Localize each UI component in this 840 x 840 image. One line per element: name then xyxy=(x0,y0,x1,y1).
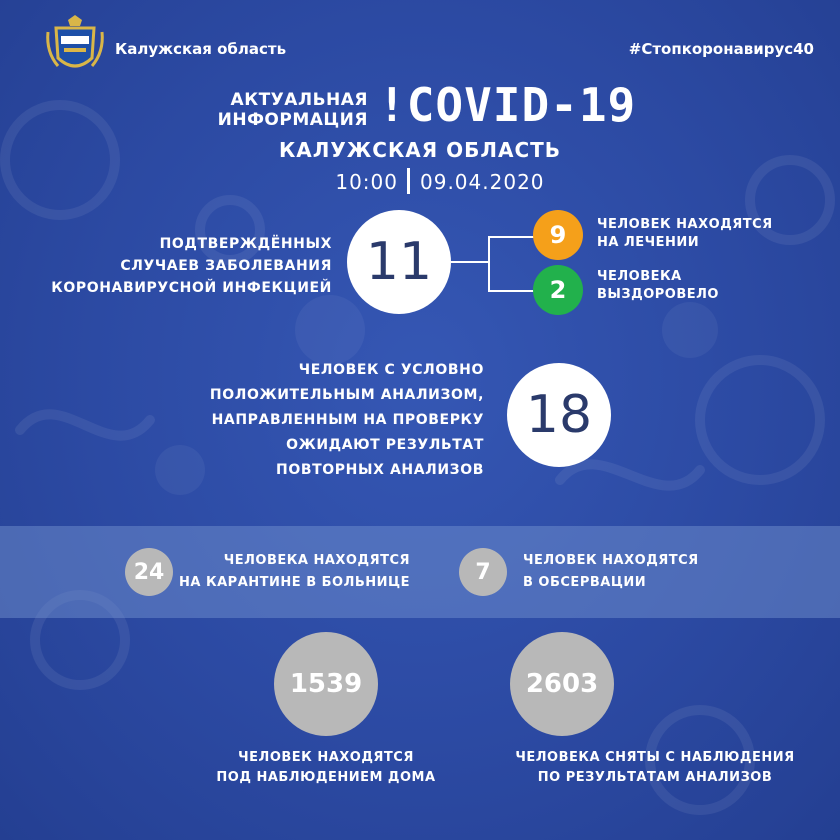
hospital-count-circle xyxy=(125,548,173,596)
confirmed-count: 11 xyxy=(365,232,433,292)
title-line1: АКТУАЛЬНАЯ xyxy=(230,90,368,110)
pending-label-line: ПОЛОЖИТЕЛЬНЫМ АНАЛИЗОМ, xyxy=(209,387,484,403)
pending-label-line: ОЖИДАЮТ РЕЗУЛЬТАТ xyxy=(286,437,484,453)
connector-line xyxy=(488,236,490,292)
home-label-line: ЧЕЛОВЕК НАХОДЯТСЯ xyxy=(238,750,414,765)
recovered-count: 2 xyxy=(549,276,567,304)
confirmed-label-line: КОРОНАВИРУСНОЙ ИНФЕКЦИЕЙ xyxy=(51,280,332,296)
released-label-line: ЧЕЛОВЕКА СНЯТЫ С НАБЛЮДЕНИЯ xyxy=(515,750,795,765)
title-line2: ИНФОРМАЦИЯ xyxy=(217,110,368,130)
title-region: КАЛУЖСКАЯ ОБЛАСТЬ xyxy=(278,138,562,162)
hospital-label xyxy=(179,550,410,594)
title-main: !COVID-19 xyxy=(378,78,637,132)
home-count: 1539 xyxy=(289,669,363,699)
report-time: 10:00 xyxy=(335,170,398,194)
treatment-label-line: НА ЛЕЧЕНИИ xyxy=(597,235,700,250)
pending-count-circle xyxy=(507,363,611,467)
pending-count: 18 xyxy=(525,385,593,445)
confirmed-label xyxy=(51,233,332,299)
treatment-count-circle xyxy=(533,210,583,260)
recovered-label-line: ЧЕЛОВЕКА xyxy=(597,269,682,284)
treatment-label xyxy=(597,216,773,252)
released-count: 2603 xyxy=(525,669,599,699)
recovered-label-line: ВЫЗДОРОВЕЛО xyxy=(597,287,719,302)
coat-of-arms-icon xyxy=(44,14,106,76)
hospital-count: 24 xyxy=(133,559,165,585)
recovered-label xyxy=(597,268,719,304)
home-count-circle xyxy=(274,632,378,736)
home-label-line: ПОД НАБЛЮДЕНИЕМ ДОМА xyxy=(216,770,436,785)
released-label-line: ПО РЕЗУЛЬТАТАМ АНАЛИЗОВ xyxy=(537,770,773,785)
pending-label-line: НАПРАВЛЕННЫМ НА ПРОВЕРКУ xyxy=(211,412,484,428)
observation-count-circle xyxy=(459,548,507,596)
observation-count: 7 xyxy=(475,559,491,585)
observation-label-line: ЧЕЛОВЕК НАХОДЯТСЯ xyxy=(523,553,699,568)
pending-label-line: ПОВТОРНЫХ АНАЛИЗОВ xyxy=(276,462,484,478)
region-name: Калужская область xyxy=(115,40,287,58)
treatment-count: 9 xyxy=(549,221,567,249)
pending-label xyxy=(210,358,484,483)
treatment-label-line: ЧЕЛОВЕК НАХОДЯТСЯ xyxy=(597,217,773,232)
confirmed-label-line: СЛУЧАЕВ ЗАБОЛЕВАНИЯ xyxy=(120,258,332,274)
connector-line xyxy=(488,290,534,292)
date-separator xyxy=(407,168,410,194)
released-label xyxy=(470,748,840,788)
hospital-label-line: ЧЕЛОВЕКА НАХОДЯТСЯ xyxy=(223,553,410,568)
hashtag: #Стопкоронавирус40 xyxy=(628,40,814,58)
report-date: 09.04.2020 xyxy=(420,170,545,194)
confirmed-label-line: ПОДТВЕРЖДЁННЫХ xyxy=(159,236,332,252)
released-count-circle xyxy=(510,632,614,736)
connector-line xyxy=(451,261,489,263)
recovered-count-circle xyxy=(533,265,583,315)
observation-label-line: В ОБСЕРВАЦИИ xyxy=(523,575,647,590)
connector-line xyxy=(488,236,534,238)
confirmed-count-circle xyxy=(347,210,451,314)
pending-label-line: ЧЕЛОВЕК С УСЛОВНО xyxy=(298,362,484,378)
hospital-label-line: НА КАРАНТИНЕ В БОЛЬНИЦЕ xyxy=(179,575,410,590)
observation-label xyxy=(523,550,699,594)
